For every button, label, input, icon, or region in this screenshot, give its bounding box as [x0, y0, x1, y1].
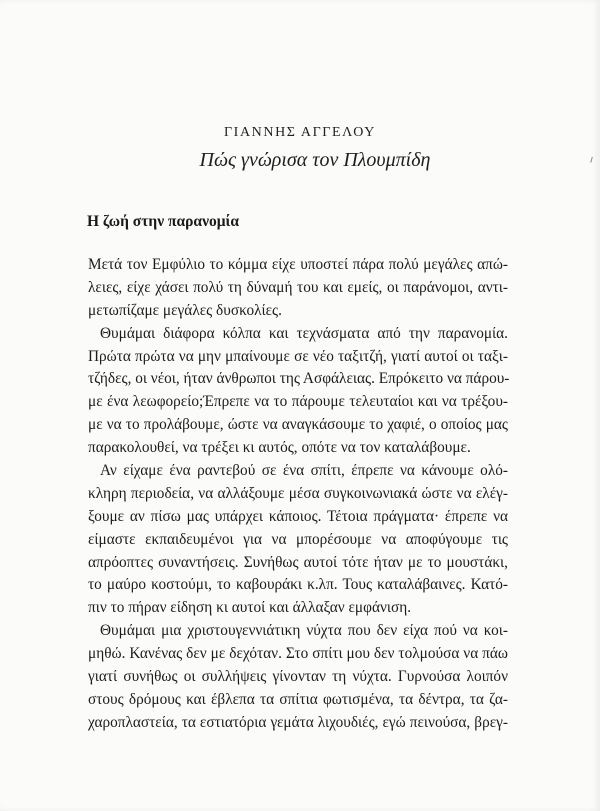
text-line: γιατί συνήθως οι συλλήψεις γίνονταν τη νύχτα. Γυρνούσα λοιπόν	[88, 668, 508, 686]
text-line: κληρη περιοδεία, να αλλάξουμε μέσα συγκοινωνιακά ώστε να ελέγ-	[88, 484, 508, 502]
text-line: με ένα λεωφορείο;Έπρεπε να το πάρουμε τελευταίοι και να τρέξου-	[88, 393, 508, 411]
chapter-title: Πώς γνώρισα τον Πλουμπίδη	[199, 149, 431, 171]
text-line: με να το προλάβουμε, ώστε να αναγκάσουμε το χαφιέ, ο οποίος μας	[88, 416, 508, 434]
text-line: χαροπλαστεία, τα εστιατόρια γεμάτα λιχουδιές, εγώ πεινούσα, βρεγ-	[88, 713, 508, 731]
text-line: είμαστε εκπαιδευμένοι για να μπορέσουμε να αποφύγουμε τις	[88, 530, 508, 548]
text-line: ξουμε αν πίσω μας υπάρχει κάποιος. Τέτοια πράγματα· έπρεπε να	[88, 507, 508, 525]
text-line: απρόοπτες συναντήσεις. Συνήθως αυτοί τότε ήταν με το μουστάκι,	[88, 553, 508, 571]
text-line: το μαύρο κοστούμι, το καβουράκι κ.λπ. Τους καταλάβαινες. Κατό-	[88, 576, 508, 594]
text-line: μετωπίζαμε μεγάλες δυσκολίες.	[88, 301, 282, 319]
text-line: παρακολουθεί, να τρέξει κι αυτός, οπότε να τον καταλάβουμε.	[88, 439, 471, 457]
text-line: μηθώ. Κανένας δεν με δεχόταν. Στο σπίτι μου δεν τολμούσα να πάω	[88, 645, 508, 663]
text-line: στους δρόμους και έβλεπα τα σπίτια φωτισμένα, τα δέντρα, τα ζα-	[88, 690, 508, 708]
text-line: Θυμάμαι μια χριστουγεννιάτικη νύχτα που δεν είχα πού να κοι-	[100, 622, 508, 640]
text-line: Αν είχαμε ένα ραντεβού σε ένα σπίτι, έπρεπε να κάνουμε ολό-	[100, 462, 508, 480]
text-line: Θυμάμαι διάφορα κόλπα και τεχνάσματα από την παρανομία.	[100, 324, 508, 342]
text-line: τζήδες, οι νέοι, ήταν άνθρωποι της Ασφάλειας. Επρόκειτο να πάρου-	[88, 370, 510, 388]
section-heading: Η ζωή στην παρανομία	[87, 213, 239, 230]
text-line: Πρώτα πρώτα να μην μπαίνουμε σε νέο ταξιτζή, γιατί αυτοί οι ταξι-	[88, 347, 508, 365]
body-text	[88, 254, 508, 735]
text-line: πιν το πήραν είδηση κι αυτοί και άλλαξαν εμφάνιση.	[88, 599, 412, 617]
author-name: ΓΙΑΝΝΗΣ ΑΓΓΕΛΟΥ	[223, 125, 377, 140]
text-line: Μετά τον Εμφύλιο το κόμμα είχε υποστεί πάρα πολύ μεγάλες απώ-	[88, 256, 508, 273]
text-line: λειες, είχε χάσει πολύ τη δύναμή του και εμείς, οι παράνομοι, αντι-	[88, 278, 508, 296]
